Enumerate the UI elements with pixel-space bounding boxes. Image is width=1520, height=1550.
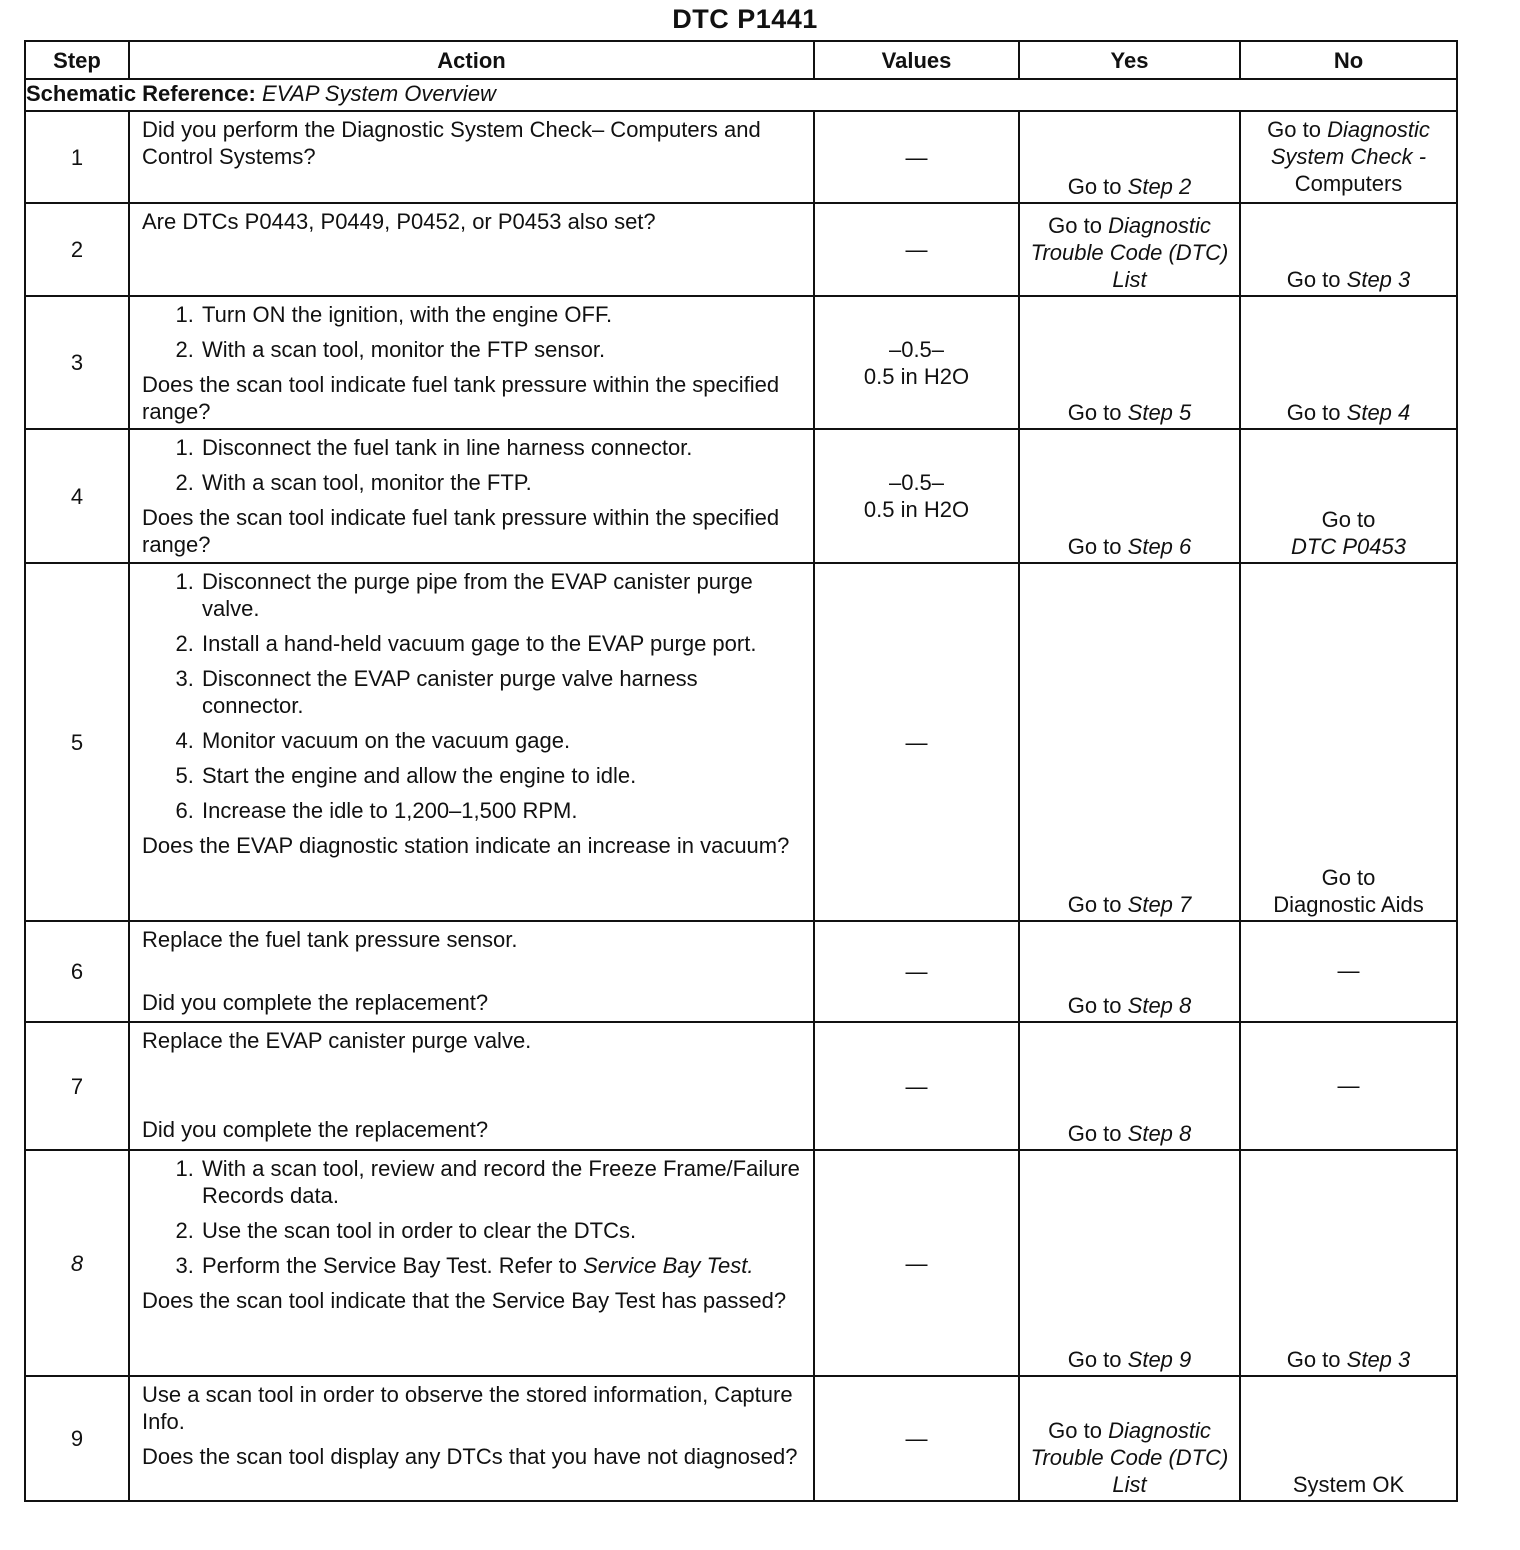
page-title: DTC P1441 <box>672 4 818 34</box>
yes-link[interactable]: Step 8 <box>1127 993 1192 1018</box>
no-link[interactable]: Step 4 <box>1346 400 1411 425</box>
value-max: 0.5 in H2O <box>863 497 970 522</box>
action-text: Did you perform the Diagnostic System Check– Computers and Control Systems? <box>142 117 761 169</box>
yes-prefix: Go to <box>1067 1347 1122 1372</box>
yes-prefix: Go to <box>1067 400 1122 425</box>
schematic-label: Schematic Reference: <box>26 81 256 106</box>
action-question: Does the scan tool indicate that the Service Bay Test has passed? <box>142 1288 787 1313</box>
procedure-step: 6. Increase the idle to 1,200–1,500 RPM. <box>200 797 801 824</box>
table-row <box>25 111 1457 203</box>
values-cell: — <box>814 921 1019 1022</box>
header-row <box>25 41 1457 79</box>
procedure-step: 5. Start the engine and allow the engine to idle. <box>200 762 801 789</box>
no-prefix: Go to <box>1321 507 1376 532</box>
no-cell <box>1240 1376 1457 1501</box>
yes-link[interactable]: Step 5 <box>1127 400 1192 425</box>
procedure-step: 2. With a scan tool, monitor the FTP sensor. <box>200 336 801 363</box>
yes-prefix: Go to <box>1067 1121 1122 1146</box>
step-number: 8 <box>25 1150 129 1376</box>
yes-prefix: Go to <box>1067 892 1122 917</box>
procedure-step <box>200 1252 801 1279</box>
no-cell: — <box>1240 1022 1457 1150</box>
table-row <box>25 1376 1457 1501</box>
action-question: Does the scan tool display any DTCs that you have not diagnosed? <box>142 1444 798 1469</box>
no-prefix: Go to <box>1267 117 1321 142</box>
header-values: Values <box>814 41 1019 79</box>
yes-cell <box>1019 1022 1240 1150</box>
values-cell <box>814 429 1019 563</box>
table-row <box>25 1150 1457 1376</box>
procedure-step: 2. With a scan tool, monitor the FTP. <box>200 469 801 496</box>
header-action: Action <box>129 41 814 79</box>
no-cell <box>1240 429 1457 563</box>
yes-prefix: Go to <box>1067 534 1122 559</box>
step-number: 5 <box>25 563 129 921</box>
schematic-row <box>25 79 1457 111</box>
no-prefix: Go to <box>1286 400 1341 425</box>
yes-link[interactable]: Step 7 <box>1127 892 1192 917</box>
table-row <box>25 429 1457 563</box>
action-cell <box>129 1022 814 1150</box>
no-text: Diagnostic Aids <box>1273 892 1424 917</box>
spacer <box>142 1054 801 1116</box>
action-text: Replace the EVAP canister purge valve. <box>142 1028 532 1053</box>
header-no: No <box>1240 41 1457 79</box>
yes-cell <box>1019 921 1240 1022</box>
yes-cell <box>1019 203 1240 296</box>
no-cell <box>1240 111 1457 203</box>
no-link[interactable]: Step 3 <box>1346 267 1411 292</box>
action-text: Use a scan tool in order to observe the stored information, Capture Info. <box>142 1382 793 1434</box>
yes-link[interactable]: Step 6 <box>1127 534 1192 559</box>
procedure-list <box>142 1155 801 1279</box>
yes-link[interactable]: Step 8 <box>1127 1121 1192 1146</box>
table-row <box>25 563 1457 921</box>
no-cell <box>1240 1150 1457 1376</box>
procedure-list <box>142 568 801 824</box>
value-min: –0.5– <box>888 470 945 495</box>
value-max: 0.5 in H2O <box>863 363 970 389</box>
yes-prefix: Go to <box>1067 993 1122 1018</box>
yes-link[interactable]: Step 9 <box>1127 1347 1192 1372</box>
table-row <box>25 203 1457 296</box>
action-cell <box>129 296 814 429</box>
no-suffix: Computers <box>1294 171 1403 196</box>
action-question: Does the scan tool indicate fuel tank pressure within the specified range? <box>142 505 780 557</box>
no-cell <box>1240 296 1457 429</box>
yes-cell <box>1019 1150 1240 1376</box>
header-yes: Yes <box>1019 41 1240 79</box>
action-cell <box>129 921 814 1022</box>
action-question: Does the scan tool indicate fuel tank pressure within the specified range? <box>142 372 780 424</box>
yes-prefix: Go to <box>1048 213 1102 238</box>
table-row <box>25 921 1457 1022</box>
procedure-step: 1. Disconnect the fuel tank in line harness connector. <box>200 434 801 461</box>
procedure-list <box>142 301 801 363</box>
yes-cell <box>1019 1376 1240 1501</box>
action-question: Did you complete the replacement? <box>142 990 489 1015</box>
no-prefix: Go to <box>1321 865 1376 890</box>
yes-cell <box>1019 429 1240 563</box>
no-cell: — <box>1240 921 1457 1022</box>
action-cell <box>129 563 814 921</box>
schematic-reference <box>25 79 1457 111</box>
values-cell: — <box>814 111 1019 203</box>
action-question: Does the EVAP diagnostic station indicate an increase in vacuum? <box>142 833 790 858</box>
procedure-step-text: Perform the Service Bay Test. Refer to <box>202 1253 577 1278</box>
table-row <box>25 1022 1457 1150</box>
no-prefix: Go to <box>1286 1347 1341 1372</box>
service-bay-test-link[interactable]: Service Bay Test. <box>583 1253 754 1278</box>
action-cell <box>129 429 814 563</box>
no-link[interactable]: DTC P0453 <box>1291 534 1406 559</box>
action-cell <box>129 1150 814 1376</box>
no-text: System OK <box>1292 1472 1405 1497</box>
step-number: 7 <box>25 1022 129 1150</box>
procedure-step: 1. Turn ON the ignition, with the engine OFF. <box>200 301 801 328</box>
yes-cell <box>1019 296 1240 429</box>
step-number: 3 <box>25 296 129 429</box>
action-question: Did you complete the replacement? <box>142 1117 489 1142</box>
values-cell: — <box>814 563 1019 921</box>
step-number: 1 <box>25 111 129 203</box>
spacer <box>142 953 801 989</box>
procedure-list <box>142 434 801 496</box>
step-number: 2 <box>25 203 129 296</box>
action-cell <box>129 203 814 296</box>
no-prefix: Go to <box>1286 267 1341 292</box>
values-cell: — <box>814 203 1019 296</box>
values-cell: — <box>814 1022 1019 1150</box>
value-min: –0.5– <box>888 336 945 362</box>
procedure-step: 4. Monitor vacuum on the vacuum gage. <box>200 727 801 754</box>
table-row <box>25 296 1457 429</box>
header-step: Step <box>25 41 129 79</box>
action-cell <box>129 111 814 203</box>
values-cell <box>814 296 1019 429</box>
schematic-link[interactable]: EVAP System Overview <box>262 81 496 106</box>
action-cell <box>129 1376 814 1501</box>
yes-prefix: Go to <box>1048 1418 1102 1443</box>
yes-link[interactable]: Step 2 <box>1127 174 1192 199</box>
yes-prefix: Go to <box>1067 174 1122 199</box>
no-cell <box>1240 563 1457 921</box>
step-number: 9 <box>25 1376 129 1501</box>
procedure-step: 1. Disconnect the purge pipe from the EVAP canister purge valve. <box>200 568 801 622</box>
values-cell: — <box>814 1150 1019 1376</box>
diagnostic-table <box>24 40 1458 1502</box>
yes-cell <box>1019 111 1240 203</box>
step-number: 4 <box>25 429 129 563</box>
no-link[interactable]: Step 3 <box>1346 1347 1411 1372</box>
yes-cell <box>1019 563 1240 921</box>
action-text: Replace the fuel tank pressure sensor. <box>142 927 518 952</box>
yes-link[interactable]: Diagnostic Trouble Code (DTC) List <box>1030 213 1229 292</box>
values-cell: — <box>814 1376 1019 1501</box>
step-number: 6 <box>25 921 129 1022</box>
procedure-step: 3. Disconnect the EVAP canister purge valve harness connector. <box>200 665 801 719</box>
procedure-step: 2. Use the scan tool in order to clear the DTCs. <box>200 1217 801 1244</box>
procedure-step: 1. With a scan tool, review and record the Freeze Frame/Failure Records data. <box>200 1155 801 1209</box>
yes-link[interactable]: Diagnostic Trouble Code (DTC) List <box>1030 1418 1229 1497</box>
no-cell <box>1240 203 1457 296</box>
no-link[interactable]: Diagnostic System Check - <box>1270 117 1430 169</box>
procedure-step: 2. Install a hand-held vacuum gage to the EVAP purge port. <box>200 630 801 657</box>
action-text: Are DTCs P0443, P0449, P0452, or P0453 also set? <box>142 209 656 234</box>
